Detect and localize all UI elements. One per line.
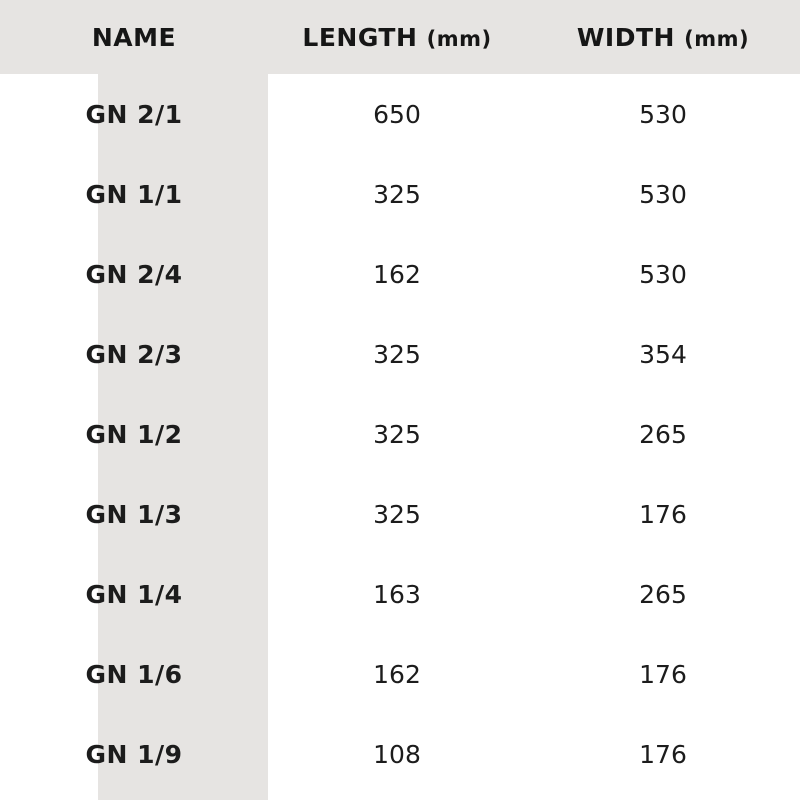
- table-row: [0, 234, 800, 314]
- cell-name: GN 1/6: [85, 659, 183, 689]
- cell-width: 530: [639, 99, 687, 129]
- cell-width: 176: [639, 499, 687, 529]
- table-row: [0, 314, 800, 394]
- column-header-width-label: WIDTH: [576, 22, 675, 52]
- cell-name: GN 2/1: [85, 99, 183, 129]
- column-header-name-label: NAME: [91, 22, 177, 52]
- table-header-row: [0, 0, 800, 74]
- cell-width: 530: [639, 259, 687, 289]
- cell-name: GN 2/3: [85, 339, 183, 369]
- cell-name: GN 1/1: [85, 179, 183, 209]
- column-header-length-unit: (mm): [426, 26, 492, 51]
- cell-width: 176: [639, 739, 687, 769]
- column-header-length: [268, 0, 526, 74]
- cell-length: 325: [373, 339, 421, 369]
- cell-length: 325: [373, 499, 421, 529]
- cell-width: 265: [639, 419, 687, 449]
- cell-length: 162: [373, 259, 421, 289]
- cell-name: GN 2/4: [85, 259, 183, 289]
- cell-length: 650: [373, 99, 421, 129]
- table-row: [0, 74, 800, 154]
- table-row: [0, 154, 800, 234]
- cell-name: GN 1/9: [85, 739, 183, 769]
- column-header-name: [0, 0, 268, 74]
- cell-length: 108: [373, 739, 421, 769]
- table-row: [0, 394, 800, 474]
- cell-length: 325: [373, 419, 421, 449]
- column-header-width: [526, 0, 800, 74]
- table-row: [0, 634, 800, 714]
- cell-width: 354: [639, 339, 687, 369]
- cell-name: GN 1/4: [85, 579, 183, 609]
- table-row: [0, 474, 800, 554]
- cell-length: 162: [373, 659, 421, 689]
- cell-width: 265: [639, 579, 687, 609]
- table-body: [0, 74, 800, 794]
- column-header-length-label: LENGTH: [302, 22, 418, 52]
- cell-width: 530: [639, 179, 687, 209]
- cell-length: 325: [373, 179, 421, 209]
- cell-width: 176: [639, 659, 687, 689]
- table-row: [0, 554, 800, 634]
- cell-name: GN 1/3: [85, 499, 183, 529]
- cell-name: GN 1/2: [85, 419, 183, 449]
- cell-length: 163: [373, 579, 421, 609]
- column-header-width-unit: (mm): [684, 26, 750, 51]
- table-row: [0, 714, 800, 794]
- table-header: [0, 0, 800, 74]
